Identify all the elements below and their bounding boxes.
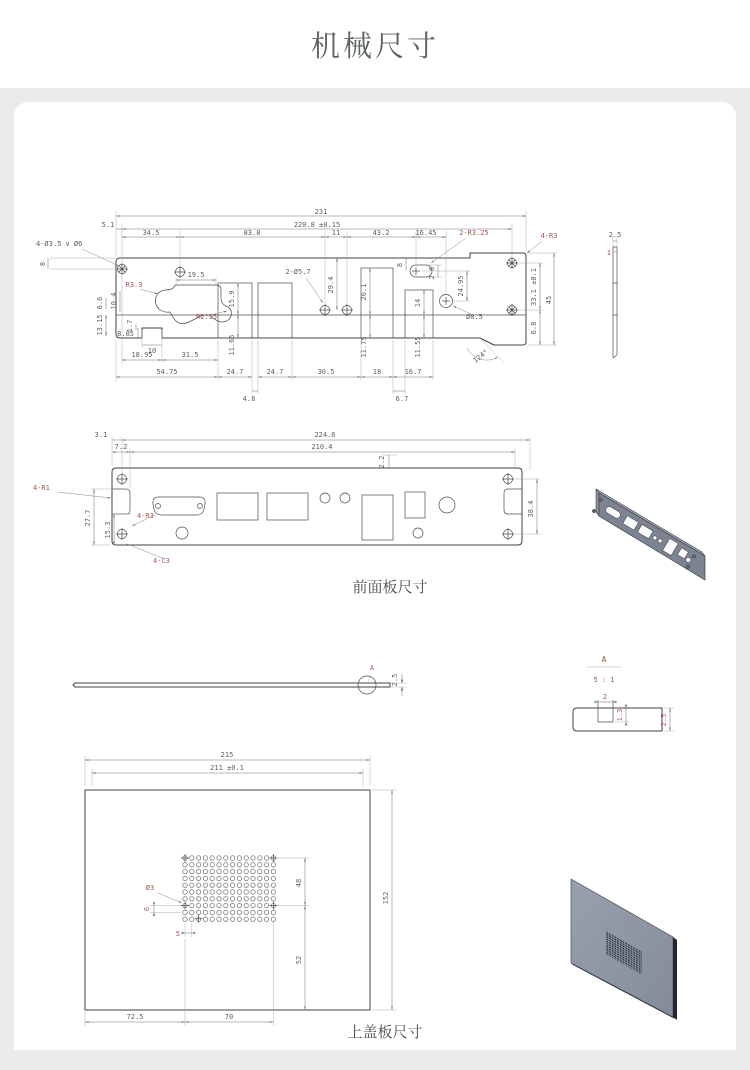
dim-s4: 43.2 (372, 229, 390, 237)
dim-tab-holes: 33.1 ±0.1 (530, 268, 538, 306)
page-title: 机械尺寸 (310, 28, 439, 63)
dim-pitch-v: 6 (143, 906, 151, 912)
front-panel-3d-render (580, 465, 725, 595)
detail-scale: 5 : 1 (593, 676, 615, 684)
strip-and-detail-drawing (60, 630, 700, 745)
dim-cover-b2: 70 (224, 1013, 234, 1021)
cover-right-edge (673, 937, 677, 1020)
dim-face-v1: 27.7 (84, 509, 92, 527)
top-cover-dimension-drawing (70, 740, 420, 1040)
dim-face-w2: 210.4 (311, 443, 333, 451)
dim-w4: 16.7 (404, 368, 422, 376)
corner-radius-label: 4-R3 (540, 232, 558, 240)
dim-cover-height: 152 (382, 891, 390, 905)
fillet-label: R2.15 (196, 313, 218, 321)
extension-lines (91, 437, 540, 545)
small-holes-label: 2-Ø5.7 (285, 268, 311, 276)
dim-detail-thickness: 2.5 (660, 713, 668, 727)
dim-s3: 11 (331, 229, 341, 237)
bend-angle-label: 124° (471, 348, 490, 365)
dim-face-w1: 224.6 (314, 431, 336, 439)
detail-callout-circle (358, 676, 376, 694)
dim-g2: 30.5 (317, 368, 335, 376)
cover-outline (85, 790, 370, 1010)
dim-g1: 4.8 (242, 395, 256, 403)
dim-overall-width: 231 (314, 208, 328, 216)
detail-callout-label: A (369, 664, 375, 672)
vent-hole-grid (182, 855, 277, 923)
dim-notch-depth: 1.3 (616, 708, 624, 722)
dimension-lines (57, 440, 537, 559)
dim-b2: 31.5 (181, 351, 199, 359)
dim-cover-b1: 72.5 (126, 1013, 144, 1021)
top-cover-caption: 上盖板尺寸 (347, 1023, 423, 1041)
strip-dimensions (370, 664, 407, 696)
dim-tab-bottom: 6.8 (530, 321, 538, 335)
dim-face-v2: 15.3 (104, 521, 112, 539)
dim-step-width: 10 (147, 347, 157, 355)
dim-w3: 18 (372, 368, 382, 376)
face-c3-label: 4-C3 (153, 557, 170, 565)
slot-radius-label: 2-R3.25 (459, 229, 489, 237)
dim-b3: 54.75 (156, 368, 178, 376)
front-panel-caption: 前面板尺寸 (352, 578, 428, 596)
strip-profile (73, 676, 390, 694)
dim-rect4-top: 14 (414, 298, 422, 308)
dim-w1: 24.7 (226, 368, 244, 376)
dim-step-height: 8.85 (117, 330, 134, 338)
dim-face-off2: 7.2 (114, 443, 128, 451)
dim-pitch-h: 5 (175, 930, 180, 938)
dim-datum-width: 220.8 ±0.15 (293, 221, 341, 229)
panel-outline (112, 468, 522, 545)
dim-profile-width: 19.5 (187, 271, 205, 279)
face-r1-label: 4-R1 (33, 484, 50, 492)
dim-face-off1: 3.1 (94, 431, 108, 439)
detail-a-view (573, 655, 674, 731)
dim-p1: 6.6 (96, 296, 104, 310)
dim-w2: 24.7 (266, 368, 284, 376)
detail-title: A (601, 655, 607, 664)
panel-end-cap (596, 489, 599, 516)
dim-slot-vertical: 24.95 (457, 275, 465, 297)
content-card (14, 102, 736, 1050)
dim-face-off3: 2.2 (378, 455, 386, 469)
dim-b1: 18.95 (131, 351, 153, 359)
big-hole-label: Ø8.5 (466, 313, 483, 321)
dim-s2: 83.8 (243, 229, 261, 237)
dim-top-hole: 8 (39, 261, 47, 267)
dim-notch-width: 2 (602, 693, 608, 701)
dim-hole-vertical: 29.4 (327, 276, 335, 294)
side-section-view (613, 247, 617, 358)
dim-rect3-bot: 11.75 (360, 336, 368, 358)
dim-s1: 34.5 (142, 229, 160, 237)
dim-rect3-top: 26.1 (360, 283, 368, 301)
dim-slot-height: 2-6 (428, 266, 436, 280)
dim-side-offset: 1 (606, 249, 611, 257)
dim-strip-thickness: 2.5 (391, 673, 399, 687)
dim-tab-height: 45 (545, 295, 553, 305)
dim-face-vr: 38.4 (527, 500, 535, 518)
plate-outline (116, 253, 526, 363)
dim-grid-lower: 52 (295, 955, 303, 965)
front-panel-dimension-drawing (30, 195, 630, 430)
dim-left-offset: 5.1 (101, 221, 115, 229)
page-header (0, 0, 750, 88)
dim-p3: 13.15 (96, 314, 104, 336)
dim-rect4-bot: 11.55 (414, 336, 422, 358)
dim-grid-upper: 48 (295, 878, 303, 888)
face-r3-label: 4-R3 (137, 512, 154, 520)
dim-rect1-bot: 11.65 (228, 334, 236, 356)
dim-rect1-top: 15.9 (228, 290, 236, 308)
dim-g3: 6.7 (395, 395, 409, 403)
dim-cover-overall: 215 (220, 751, 234, 759)
profile-radius-label: R3.3 (125, 281, 143, 289)
vent-hole-label: Ø3 (145, 884, 155, 892)
countersink-label: 4-Ø3.5 ∨ Ø6 (36, 240, 83, 248)
top-cover-3d-render (555, 860, 710, 1020)
dim-slot-offset: 8 (396, 262, 404, 268)
dim-s5: 16.45 (415, 229, 437, 237)
dim-p4: 1.7 (126, 319, 134, 333)
dim-side-thickness: 2.5 (608, 231, 622, 239)
dim-p2: 10.4 (110, 292, 118, 310)
dim-cover-inner: 211 ±0.1 (210, 764, 244, 772)
